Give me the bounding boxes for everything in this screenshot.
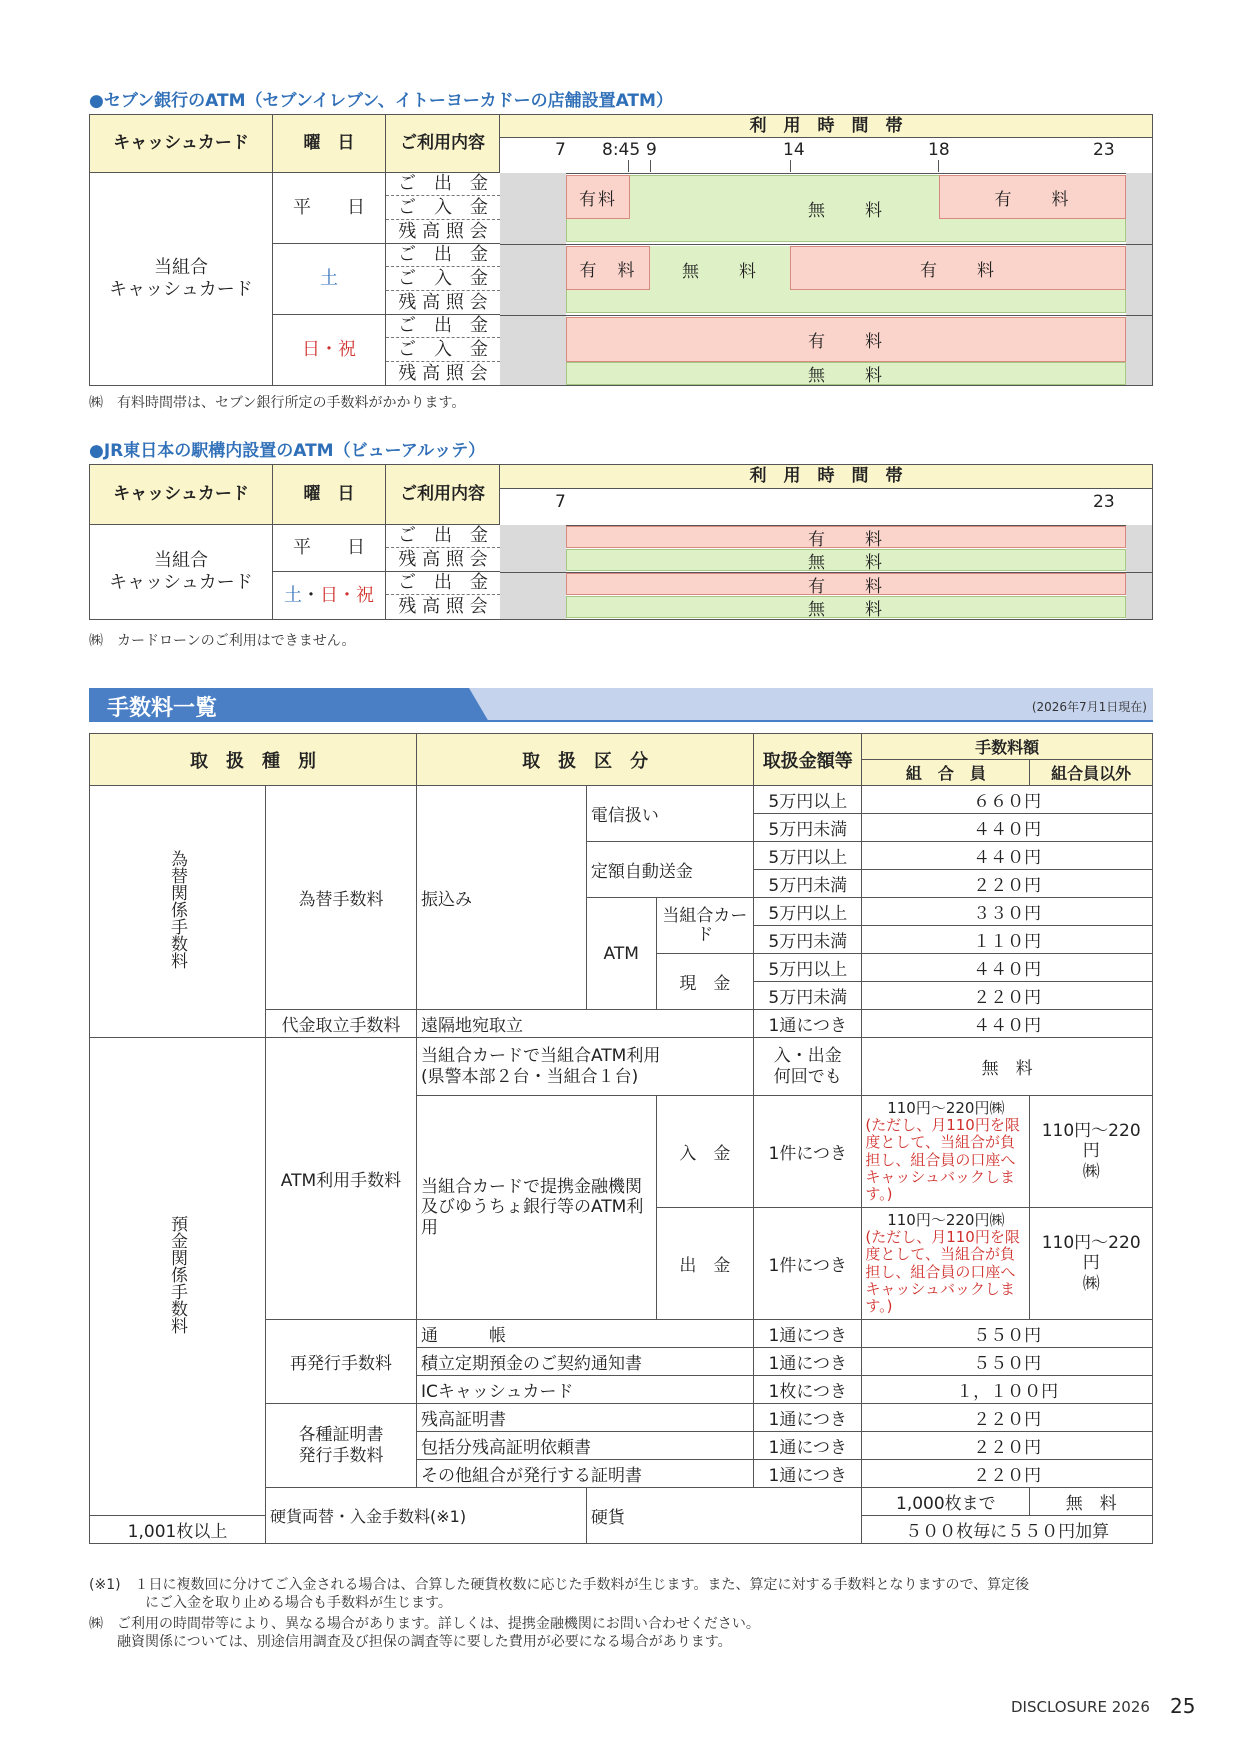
h-nonmember: 組合員以外 [1030,760,1153,786]
reissue-label: 再発行手数料 [266,1320,417,1404]
use-withdraw: ご 出 金 [386,173,500,196]
fee-cell: ２２０円 [862,870,1153,898]
tick-7: 7 [555,492,566,512]
amount-cell: 5万円未満 [754,982,862,1010]
col-card: キャッシュカード [90,465,273,525]
free-fee: 無 料 [862,1038,1153,1096]
amount-cell: 5万円以上 [754,954,862,982]
passbook-label: 通 帳 [416,1320,753,1348]
use-deposit: ご 入 金 [386,338,500,362]
fee-cell: ４４０円 [862,1010,1153,1038]
fee-note-1: (※1) １日に複数回に分けてご入金される場合は、合算した硬貨枚数に応じた手数料が生じます。また、算定に対する手数料となりますので、算定後 にご入金を取り止める場合も手数料が生じます。 [89,1577,1030,1612]
use-withdraw: ご 出 金 [386,244,500,267]
jr-we-free: 無 料 [566,596,1126,618]
time-axis [500,489,1152,526]
zandaka-label: 残高証明書 [416,1404,753,1432]
tick-7: 7 [555,140,566,160]
enkaku-label: 遠隔地宛取立 [416,1010,753,1038]
amount-cell: 1通につき [754,1404,862,1432]
teiki-label: 積立定期預金のご契約通知書 [416,1348,753,1376]
over-1001: 1,001枚以上 [90,1516,266,1544]
own-atm-label: 当組合カードで当組合ATM利用 (県警本部２台・当組合１台) [416,1038,753,1096]
use-balance: 残 高 照 会 [398,362,488,384]
fee-cell: ６６０円 [862,786,1153,814]
card-label: 当組合 キャッシュカード [90,525,273,619]
cert-label: 各種証明書 発行手数料 [266,1404,417,1488]
per-case: 1件につき [754,1208,862,1320]
use-balance: 残 高 照 会 [386,548,500,572]
fee-cell: ２２０円 [862,1404,1153,1432]
fee-banner [89,688,1153,722]
amount-cell: 5万円未満 [754,926,862,954]
tick-23: 23 [1093,140,1115,160]
atm-fee-label: ATM利用手数料 [266,1038,417,1320]
atm-label: ATM [586,898,656,1010]
use-deposit: ご 入 金 [386,196,500,220]
range-nonmember: 110円〜220円 ㈱ [1030,1096,1153,1208]
fee-cell: ３３０円 [862,898,1153,926]
col-use: ご利用内容 [386,115,500,173]
jr-wk-free: 無 料 [566,549,1126,571]
jr-we-paid: 有 料 [566,573,1126,595]
amount-cell: 1枚につき [754,1376,862,1404]
kawase-label: 為替手数料 [266,786,417,1010]
range-note: 110円〜220円㈱ [887,1098,1005,1117]
time-area [500,525,1152,619]
amount-cell: 5万円以上 [754,898,862,926]
day-weekday: 平 日 [273,173,386,244]
time-area [500,173,1152,385]
daikin-label: 代金取立手数料 [266,1010,417,1038]
use-balance: 残 高 照 会 [386,291,500,315]
day-sunday-holiday: 日・祝 [273,315,386,385]
coin-add: ５００枚毎に５５０円加算 [862,1516,1153,1544]
tick-18: 18 [928,140,950,160]
time-axis [500,138,1152,174]
use-balance: 残 高 照 会 [398,596,488,618]
upto-1000: 1,000枚まで [862,1488,1030,1516]
sat-paid-afternoon: 有 料 [790,246,1126,290]
uses-column [386,525,501,619]
coin-label: 硬貨 [586,1488,862,1544]
card-label: 当組合 キャッシュカード [90,173,273,385]
col-time: 利 用 時 間 帯 [500,115,1152,138]
wk-free: 無 料 [566,175,1126,242]
deposit-label: 入 金 [656,1096,754,1208]
fee-cell: ５５０円 [862,1348,1153,1376]
amount-cell: 5万円以上 [754,786,862,814]
use-withdraw: ご 出 金 [386,572,500,595]
amount-cell: 1通につき [754,1010,862,1038]
h-member: 組 合 員 [862,760,1030,786]
use-balance: 残 高 照 会 [386,220,500,244]
amount-cell: 5万円以上 [754,842,862,870]
fee-cell: ４４０円 [862,842,1153,870]
jr-heading: ●JR東日本の駅構内設置のATM（ビューアルッテ） [89,441,486,461]
tick-14: 14 [783,140,805,160]
fee-cell: ２２０円 [862,1460,1153,1488]
hokatsu-label: 包括分残高証明依頼書 [416,1432,753,1460]
h-type: 取 扱 種 別 [90,734,417,786]
fee-cell: １，１００円 [862,1376,1153,1404]
h-fee: 手数料額 [862,734,1153,760]
coin-free: 無 料 [1030,1488,1153,1516]
sonota-label: その他組合が発行する証明書 [416,1460,753,1488]
day-weekday: 平 日 [273,525,386,572]
amount-cell: 1通につき [754,1460,862,1488]
use-withdraw: ご 出 金 [386,525,500,548]
wk-paid-evening: 有 料 [939,175,1126,219]
furikomi-label: 振込み [416,786,586,1010]
col-day: 曜 日 [273,115,386,173]
cashback-note: (ただし、月110円を限度として、当組合が負担し、組合員の口座へキャッシュバックします。) [865,1116,1020,1203]
range-nonmember: 110円〜220円 ㈱ [1030,1208,1153,1320]
amount-cell: 1通につき [754,1320,862,1348]
fee-cell: ２２０円 [862,982,1153,1010]
tick-9: 9 [646,140,657,160]
tick-845: 8:45 [602,140,641,160]
use-deposit: ご 入 金 [386,267,500,291]
col-time: 利 用 時 間 帯 [500,465,1152,489]
page-number: 25 [1170,1694,1196,1718]
teigaku-label: 定額自動送金 [586,842,753,898]
jr-note: ㈱ カードローンのご利用はできません。 [89,633,356,649]
tick-23: 23 [1093,492,1115,512]
sat-paid-morning: 有 料 [566,246,650,290]
ic-card-label: ICキャッシュカード [416,1376,753,1404]
jr-table [89,464,1153,620]
fee-title: 手数料一覧 [107,696,218,721]
use-withdraw: ご 出 金 [386,315,500,338]
withdraw-label: 出 金 [656,1208,754,1320]
fee-cell: ４４０円 [862,814,1153,842]
group-exchange: 為替関係手数料 [167,849,187,969]
as-of-date: (2026年7月1日現在) [1031,700,1147,714]
amount-cell: 5万円未満 [754,814,862,842]
h-amount: 取扱金額等 [754,734,862,786]
col-use: ご利用内容 [386,465,500,525]
fee-table [89,733,1153,1544]
amount-cell: 5万円未満 [754,870,862,898]
group-deposit: 預金関係手数料 [167,1214,187,1334]
amount-cell: 1通につき [754,1432,862,1460]
col-day: 曜 日 [273,465,386,525]
col-card: キャッシュカード [90,115,273,173]
denshin-label: 電信扱い [586,786,753,842]
day-weekend: 土 ・ 日・祝 [273,572,386,619]
seven-table [89,114,1153,386]
sun-paid: 有 料 [566,317,1126,362]
per-case: 1件につき [754,1096,862,1208]
day-saturday: 土 [273,244,386,315]
fee-cell: １１０円 [862,926,1153,954]
fee-cell: ２２０円 [862,1432,1153,1460]
fee-cell: ４４０円 [862,954,1153,982]
sun-free: 無 料 [566,362,1126,385]
inout-label: 入・出金 何回でも [754,1038,862,1096]
coin-type-label: 硬貨両替・入金手数料(※1) [266,1488,587,1544]
seven-note: ㈱ 有料時間帯は、セブン銀行所定の手数料がかかります。 [89,395,466,411]
seven-heading: ●セブン銀行のATM（セブンイレブン、イトーヨーカドーの店舗設置ATM） [89,91,673,111]
footer-label: DISCLOSURE 2026 [1011,1698,1150,1716]
partner-atm-label: 当組合カードで提携金融機関 及びゆうちょ銀行等のATM利用 [416,1096,656,1320]
uses-column [386,173,501,385]
amount-cell: 1通につき [754,1348,862,1376]
cashback-note: (ただし、月110円を限度として、当組合が負担し、組合員の口座へキャッシュバックします。) [865,1228,1020,1315]
jr-wk-paid: 有 料 [566,526,1126,548]
h-div: 取 扱 区 分 [416,734,753,786]
fee-cell: ５５０円 [862,1320,1153,1348]
own-card-label: 当組合カード [656,898,754,954]
range-note: 110円〜220円㈱ [887,1210,1005,1229]
fee-note-2: ㈱ ご利用の時間帯等により、異なる場合があります。詳しくは、提携金融機関にお問い合わせください。 融資関係については、別途信用調査及び担保の調査等に要した費用が必要になる場合があります。 [89,1616,760,1651]
wk-paid-morning: 有料 [566,175,630,219]
cash-label: 現 金 [656,954,754,1010]
sat-free-label: 無 料 [650,246,790,292]
